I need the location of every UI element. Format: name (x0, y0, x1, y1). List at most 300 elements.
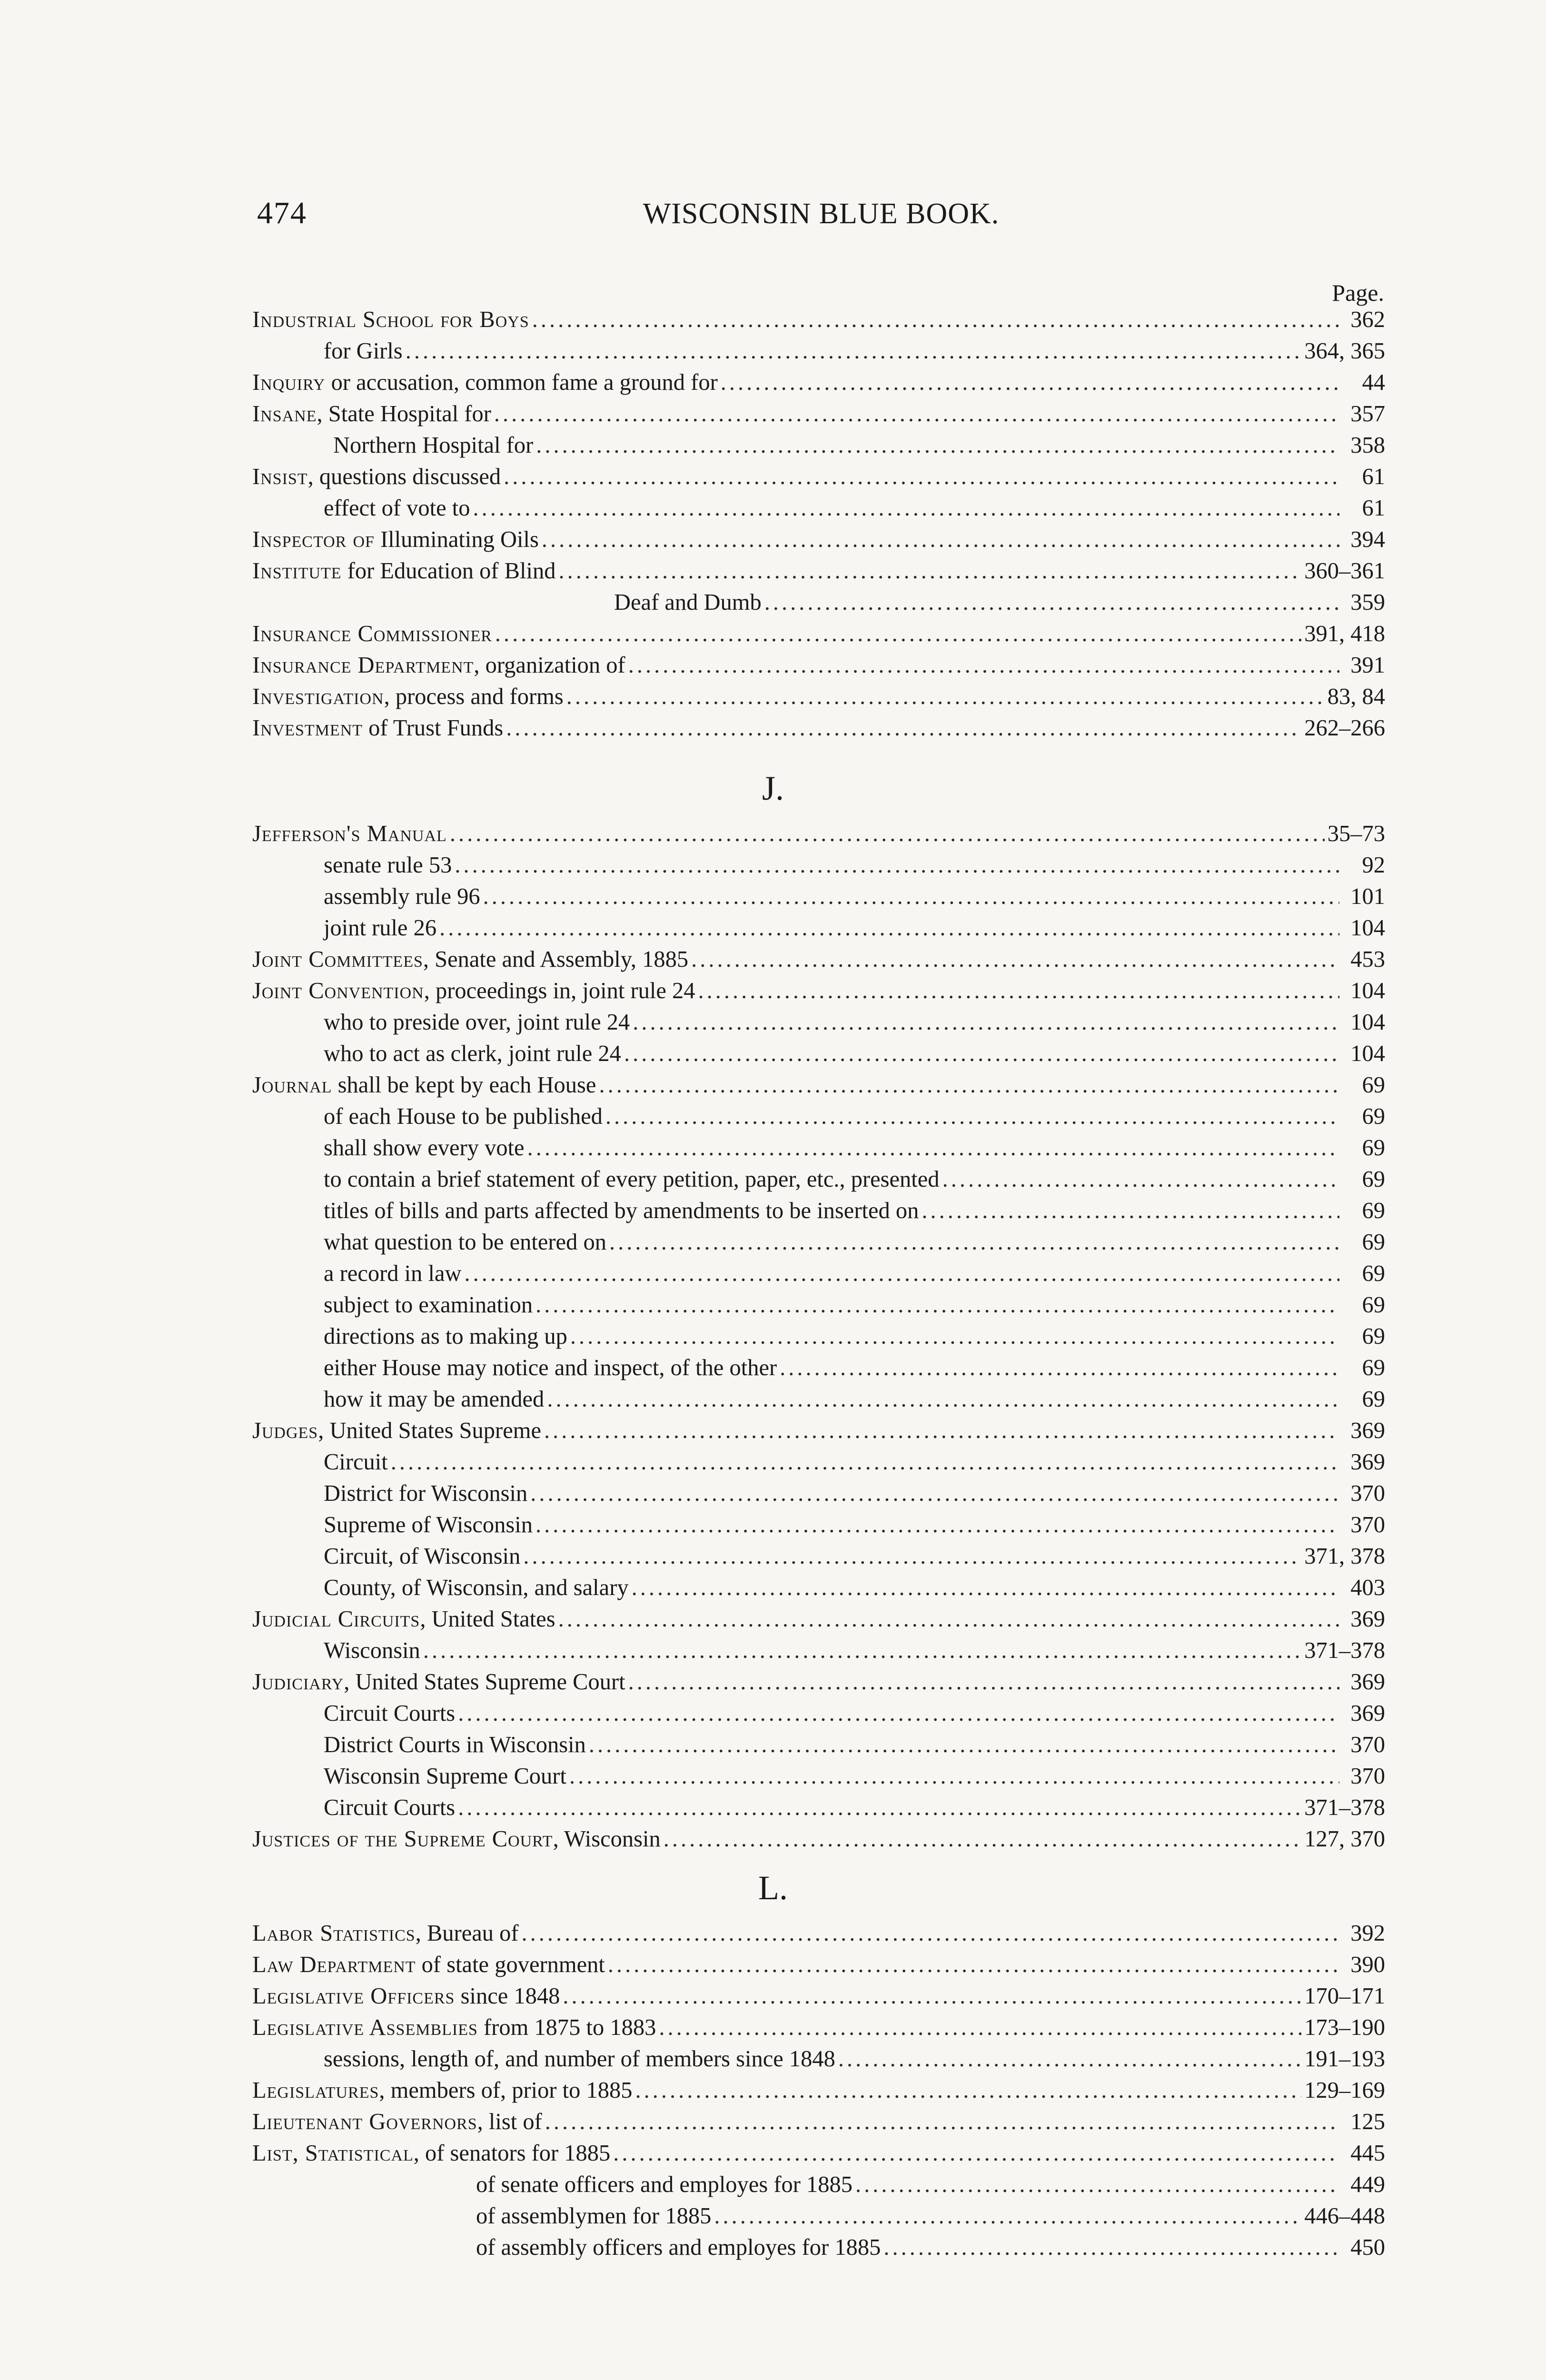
entry-subtext: of Trust Funds (363, 715, 504, 741)
page-reference: 191–193 (1304, 2046, 1385, 2072)
leader-dots (450, 819, 1325, 849)
entry-subtext: of senate officers and employes for 1885 (476, 2172, 853, 2197)
entry-heading: Inspector of (252, 527, 375, 552)
index-entry (252, 556, 1385, 586)
leader-dots (664, 1824, 1301, 1854)
page-reference: 390 (1350, 1952, 1385, 1977)
index-entry (324, 882, 1385, 912)
page-reference: 369 (1350, 1606, 1385, 1632)
entry-heading: Insane (252, 401, 317, 426)
entry-text (324, 1039, 621, 1069)
leader-dots (628, 1667, 1339, 1697)
leader-dots (530, 1478, 1339, 1509)
entry-text (252, 2138, 610, 2169)
page-reference: 69 (1362, 1198, 1385, 1223)
page-reference: 69 (1362, 1387, 1385, 1412)
page-reference: 371, 378 (1304, 1544, 1385, 1569)
index-entry (252, 619, 1385, 649)
entry-heading: Judiciary (252, 1669, 344, 1695)
index-entry (252, 944, 1385, 975)
entry-text (252, 367, 718, 398)
entry-text (324, 1353, 777, 1383)
index-entry (324, 913, 1385, 943)
entry-subtext: , United States Supreme Court (344, 1669, 625, 1695)
page-reference: 359 (1350, 590, 1385, 615)
leader-dots (942, 1164, 1339, 1195)
page-reference: 61 (1362, 464, 1385, 489)
entry-text (324, 882, 480, 912)
section-letter: J. (762, 769, 784, 807)
entry-text (324, 1321, 567, 1352)
entry-text (252, 819, 447, 849)
running-head: WISCONSIN BLUE BOOK. (643, 198, 1000, 230)
leader-dots (542, 525, 1339, 555)
entry-text (333, 430, 533, 461)
page-reference: 69 (1362, 1072, 1385, 1098)
leader-dots (764, 587, 1339, 618)
leader-dots (458, 1698, 1339, 1729)
index-entry (324, 1007, 1385, 1038)
entry-subtext: of state government (416, 1952, 605, 1977)
index-entry (324, 1227, 1385, 1258)
entry-subtext: of assemblymen for 1885 (476, 2203, 712, 2229)
leader-dots (495, 619, 1301, 649)
entry-subtext: , Senate and Assembly, 1885 (423, 947, 689, 972)
entry-heading: Insurance Commissioner (252, 621, 492, 646)
page-reference: 394 (1350, 527, 1385, 552)
entry-text (476, 2232, 881, 2263)
index-entry (324, 1541, 1385, 1572)
leader-dots (465, 1259, 1339, 1289)
entry-subtext: District Courts in Wisconsin (324, 1732, 586, 1757)
leader-dots (635, 2075, 1301, 2106)
entry-text (324, 1636, 420, 1666)
entry-text (476, 2201, 711, 2231)
leader-dots (523, 1541, 1301, 1572)
index-entry (324, 1101, 1385, 1132)
leader-dots (922, 1196, 1339, 1226)
page-reference: 69 (1362, 1167, 1385, 1192)
leader-dots (569, 1761, 1339, 1792)
index-entry (252, 819, 1385, 849)
entry-subtext: , organization of (474, 653, 625, 678)
section-letter: L. (758, 1869, 788, 1907)
entry-subtext: , Bureau of (415, 1921, 519, 1946)
entry-subtext: from 1875 to 1883 (477, 2015, 656, 2040)
entry-text (252, 525, 539, 555)
page-reference: 69 (1362, 1261, 1385, 1286)
index-entry (252, 1824, 1385, 1854)
entry-subtext: Deaf and Dumb (614, 590, 762, 615)
page-reference: 101 (1350, 884, 1385, 909)
page-reference: 83, 84 (1327, 684, 1385, 709)
entry-text (324, 1793, 455, 1823)
entry-subtext: , State Hospital for (317, 401, 491, 426)
index-entry (324, 1384, 1385, 1415)
index-entry (252, 1604, 1385, 1635)
page-reference: 369 (1350, 1669, 1385, 1695)
index-entry (252, 367, 1385, 398)
page-reference: 69 (1362, 1292, 1385, 1318)
index-entry (252, 305, 1385, 335)
entry-heading: Journal (252, 1072, 332, 1098)
entry-subtext: who to preside over, joint rule 24 (324, 1010, 630, 1035)
leader-dots (494, 399, 1339, 429)
page-reference: 446–448 (1304, 2203, 1385, 2229)
entry-text (324, 1730, 586, 1760)
entry-subtext: , United States Supreme (318, 1418, 541, 1443)
page-reference: 370 (1350, 1512, 1385, 1537)
entry-text (252, 1918, 519, 1949)
entry-subtext: who to act as clerk, joint rule 24 (324, 1041, 621, 1066)
entry-subtext: senate rule 53 (324, 853, 452, 878)
entry-text (324, 1761, 566, 1792)
entry-heading: Judicial Circuits (252, 1606, 420, 1632)
leader-dots (605, 1101, 1339, 1132)
entry-subtext: , proceedings in, joint rule 24 (424, 978, 695, 1003)
entry-subtext: Circuit (324, 1449, 388, 1475)
entry-text (324, 1259, 462, 1289)
entry-subtext: assembly rule 96 (324, 884, 480, 909)
page-reference: 104 (1350, 915, 1385, 941)
entry-text (252, 1981, 560, 2012)
leader-dots (558, 1604, 1339, 1635)
entry-text (252, 462, 501, 492)
page-reference: 104 (1350, 1041, 1385, 1066)
entry-subtext: Northern Hospital for (333, 433, 534, 458)
entry-heading: Law Department (252, 1952, 416, 1977)
leader-dots (698, 976, 1340, 1006)
index-entry (324, 1321, 1385, 1352)
leader-dots (589, 1730, 1339, 1760)
index-entry (252, 1918, 1385, 1949)
index-entry (252, 2013, 1385, 2043)
index-entry (324, 1259, 1385, 1289)
entry-text (324, 1101, 603, 1132)
entry-heading: Joint Convention (252, 978, 424, 1003)
entry-subtext: sessions, length of, and number of members since 1848 (324, 2046, 835, 2072)
index-entry (252, 462, 1385, 492)
page-reference: 358 (1350, 433, 1385, 458)
index-entry (476, 2201, 1385, 2231)
index-entry (252, 2138, 1385, 2169)
index-entry (324, 1133, 1385, 1163)
entry-subtext: to contain a brief statement of every petition, paper, etc., presented (324, 1167, 940, 1192)
leader-dots (522, 1918, 1339, 1949)
page-reference: 391 (1350, 653, 1385, 678)
leader-dots (527, 1133, 1339, 1163)
index-entry (476, 2170, 1385, 2200)
index-entry (252, 525, 1385, 555)
index-entry (333, 430, 1385, 461)
entry-text (252, 2107, 542, 2137)
entry-text (252, 650, 625, 681)
entry-subtext: Illuminating Oils (374, 527, 539, 552)
page-reference: 44 (1362, 370, 1385, 395)
leader-dots (566, 682, 1325, 712)
index-entry (324, 1196, 1385, 1226)
entry-text (324, 1227, 606, 1258)
entry-text (324, 1573, 629, 1603)
index-entry (324, 1039, 1385, 1069)
page-reference: 69 (1362, 1355, 1385, 1380)
index-entry (252, 399, 1385, 429)
entry-subtext: a record in law (324, 1261, 462, 1286)
page-reference: 369 (1350, 1418, 1385, 1443)
page-reference: 61 (1362, 496, 1385, 521)
index-entry (252, 1667, 1385, 1697)
entry-text (252, 556, 555, 586)
entry-subtext: , process and forms (384, 684, 564, 709)
leader-dots (563, 1981, 1301, 2012)
leader-dots (406, 336, 1302, 367)
entry-text (252, 305, 529, 335)
page-reference: 369 (1350, 1449, 1385, 1475)
entry-subtext: , members of, prior to 1885 (379, 2078, 633, 2103)
page-reference: 362 (1350, 307, 1385, 332)
entry-subtext: what question to be entered on (324, 1230, 606, 1255)
index-entry (324, 1730, 1385, 1760)
entry-text (324, 1133, 525, 1163)
index-entry (324, 336, 1385, 367)
page-reference: 69 (1362, 1324, 1385, 1349)
entry-text (324, 493, 470, 524)
index-entry (324, 2044, 1385, 2074)
entry-text (252, 1824, 661, 1854)
index-entry (324, 1793, 1385, 1823)
page-reference: 357 (1350, 401, 1385, 426)
leader-dots (855, 2170, 1339, 2200)
leader-dots (423, 1636, 1301, 1666)
entry-subtext: , Wisconsin (553, 1826, 661, 1852)
index-entry (324, 1353, 1385, 1383)
entry-text (252, 2075, 632, 2106)
entry-subtext: , of senators for 1885 (413, 2141, 611, 2166)
entry-text (324, 1447, 388, 1478)
page-reference: 391, 418 (1304, 621, 1385, 646)
entry-heading: Legislative Officers (252, 1983, 455, 2009)
entry-subtext: of assembly officers and employes for 1885 (476, 2235, 881, 2260)
entry-subtext: of each House to be published (324, 1104, 603, 1129)
entry-text (324, 1478, 527, 1509)
index-entry (324, 1636, 1385, 1666)
index-entry (252, 650, 1385, 681)
leader-dots (599, 1070, 1339, 1101)
page-column-label: Page. (1332, 279, 1384, 306)
entry-text (252, 944, 688, 975)
entry-heading: Industrial School for Boys (252, 307, 529, 332)
leader-dots (532, 305, 1339, 335)
page-reference: 392 (1350, 1921, 1385, 1946)
leader-dots (545, 2107, 1339, 2137)
entry-subtext: , list of (477, 2109, 542, 2134)
index-entry (324, 1761, 1385, 1792)
leader-dots (609, 1227, 1339, 1258)
page-reference: 453 (1350, 947, 1385, 972)
page-reference: 450 (1350, 2235, 1385, 2260)
page-reference: 127, 370 (1304, 1826, 1385, 1852)
leader-dots (535, 1510, 1339, 1540)
leader-dots (504, 462, 1339, 492)
leader-dots (691, 944, 1339, 975)
leader-dots (721, 367, 1339, 398)
index-entry (476, 2232, 1385, 2263)
page-reference: 35–73 (1327, 821, 1385, 846)
page-reference: 69 (1362, 1104, 1385, 1129)
entry-subtext: District for Wisconsin (324, 1481, 528, 1506)
entry-text (324, 1384, 544, 1415)
entry-subtext: directions as to making up (324, 1324, 567, 1349)
index-entry (324, 1478, 1385, 1509)
entry-text (252, 2013, 656, 2043)
page-reference: 69 (1362, 1135, 1385, 1160)
page-reference: 104 (1350, 978, 1385, 1003)
entry-heading: Legislative Assemblies (252, 2015, 478, 2040)
entry-heading: List, Statistical (252, 2141, 414, 2166)
entry-heading: Justices of the Supreme Court (252, 1826, 553, 1852)
page-header (257, 195, 1385, 252)
page-reference: 170–171 (1304, 1983, 1385, 2009)
leader-dots (632, 1573, 1339, 1603)
leader-dots (659, 2013, 1301, 2043)
entry-text (324, 1541, 520, 1572)
leader-dots (506, 713, 1301, 744)
index-entry (324, 1573, 1385, 1603)
entry-text (252, 713, 503, 744)
entry-subtext: either House may notice and inspect, of the other (324, 1355, 777, 1380)
page-reference: 173–190 (1304, 2015, 1385, 2040)
entry-text (476, 2170, 852, 2200)
page-reference: 403 (1350, 1575, 1385, 1600)
leader-dots (628, 650, 1339, 681)
index-entry (324, 1447, 1385, 1478)
entry-subtext: since 1848 (455, 1983, 560, 2009)
index-entry (324, 1510, 1385, 1540)
leader-dots (838, 2044, 1301, 2074)
entry-subtext: County, of Wisconsin, and salary (324, 1575, 629, 1600)
entry-text (252, 682, 564, 712)
leader-dots (714, 2201, 1301, 2231)
page-reference: 92 (1362, 853, 1385, 878)
leader-dots (633, 1007, 1339, 1038)
entry-text (252, 399, 491, 429)
entry-heading: Insurance Department (252, 653, 474, 678)
leader-dots (544, 1416, 1339, 1446)
entry-subtext: or accusation, common fame a ground for (325, 370, 718, 395)
page-reference: 125 (1350, 2109, 1385, 2134)
entry-text (252, 1950, 605, 1980)
page-reference: 371–378 (1304, 1638, 1385, 1663)
index-entry (252, 1981, 1385, 2012)
entry-text (324, 1698, 455, 1729)
entry-subtext: subject to examination (324, 1292, 533, 1318)
index-entry (252, 976, 1385, 1006)
leader-dots (535, 1290, 1339, 1320)
index-entry (252, 1070, 1385, 1101)
index-entry (324, 1698, 1385, 1729)
index-entry (252, 713, 1385, 744)
leader-dots (570, 1321, 1339, 1352)
entry-text (324, 1510, 533, 1540)
entry-heading: Inquiry (252, 370, 326, 395)
page-reference: 371–378 (1304, 1795, 1385, 1820)
leader-dots (391, 1447, 1339, 1478)
entry-subtext: shall show every vote (324, 1135, 525, 1160)
page-number: 474 (257, 196, 307, 230)
entry-subtext: Circuit Courts (324, 1701, 456, 1726)
leader-dots (608, 1950, 1339, 1980)
leader-dots (547, 1384, 1339, 1415)
leader-dots (458, 1793, 1301, 1823)
entry-subtext: , questions discussed (307, 464, 501, 489)
entry-subtext: Circuit, of Wisconsin (324, 1544, 521, 1569)
page-reference: 369 (1350, 1701, 1385, 1726)
entry-subtext: effect of vote to (324, 496, 470, 521)
entry-heading: Joint Committees (252, 947, 423, 972)
index-entry (252, 1416, 1385, 1446)
entry-heading: Legislatures (252, 2078, 379, 2103)
index-entry (252, 2075, 1385, 2106)
entry-text (324, 1290, 533, 1320)
leader-dots (455, 850, 1339, 881)
page-reference: 445 (1350, 2141, 1385, 2166)
entry-subtext: joint rule 26 (324, 915, 437, 941)
page-reference: 262–266 (1304, 715, 1385, 741)
page-reference: 360–361 (1304, 558, 1385, 584)
entry-subtext: how it may be amended (324, 1387, 545, 1412)
index-entry (324, 1290, 1385, 1320)
page-reference: 370 (1350, 1481, 1385, 1506)
entry-text (324, 2044, 835, 2074)
index-entry (252, 682, 1385, 712)
leader-dots (473, 493, 1339, 524)
entry-text (252, 1604, 555, 1635)
entry-text (324, 913, 436, 943)
entry-text (324, 336, 403, 367)
page-reference: 104 (1350, 1010, 1385, 1035)
index-entry (252, 1950, 1385, 1980)
entry-subtext: for Girls (324, 338, 403, 364)
entry-heading: Investment (252, 715, 363, 741)
leader-dots (439, 913, 1339, 943)
entry-heading: Institute (252, 558, 342, 584)
index-entry (324, 1164, 1385, 1195)
leader-dots (558, 556, 1301, 586)
page-reference: 370 (1350, 1732, 1385, 1757)
entry-text (324, 850, 452, 881)
page-reference: 129–169 (1304, 2078, 1385, 2103)
entry-heading: Judges (252, 1418, 318, 1443)
entry-subtext: Wisconsin (324, 1638, 420, 1663)
entry-text (252, 1070, 596, 1101)
entry-subtext: , United States (420, 1606, 555, 1632)
entry-text (252, 619, 492, 649)
entry-subtext: Supreme of Wisconsin (324, 1512, 533, 1537)
entry-text (324, 1164, 940, 1195)
page-reference: 449 (1350, 2172, 1385, 2197)
index-entry (252, 2107, 1385, 2137)
leader-dots (780, 1353, 1339, 1383)
entry-subtext: Circuit Courts (324, 1795, 456, 1820)
entry-heading: Investigation (252, 684, 384, 709)
entry-heading: Labor Statistics (252, 1921, 416, 1946)
entry-text (252, 1667, 625, 1697)
entry-heading: Lieutenant Governors (252, 2109, 477, 2134)
entry-heading: Jefferson's Manual (252, 821, 447, 846)
page-reference: 370 (1350, 1764, 1385, 1789)
entry-text (614, 587, 762, 618)
entry-text (252, 1416, 541, 1446)
